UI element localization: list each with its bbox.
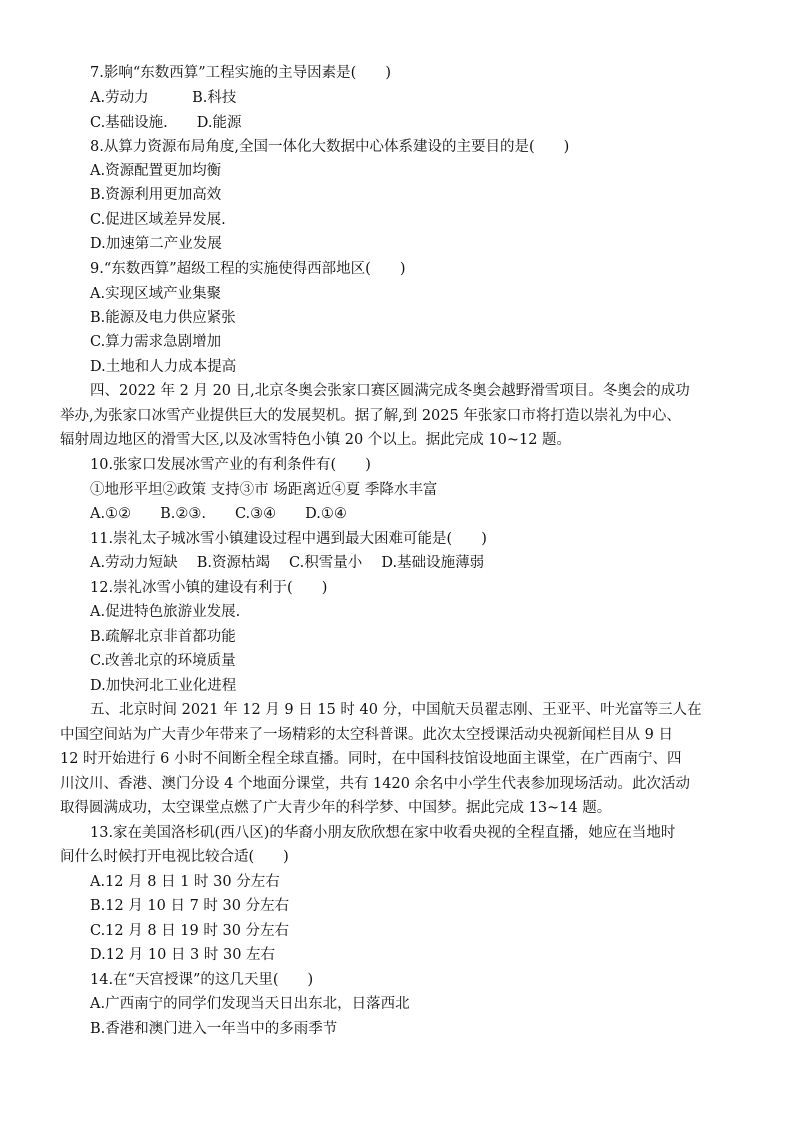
question-12-option-d: D.加快河北工业化进程 <box>90 678 237 694</box>
section-5-paragraph-line: 12 时开始进行 6 小时不间断全程全球直播。同时，在中国科技馆设地面主课堂，在广西南宁、四 <box>60 751 682 767</box>
question-12-stem: 12.崇礼冰雪小镇的建设有利于( ) <box>90 580 328 596</box>
question-11-options: A.劳动力短缺 B.资源枯竭 C.积雪量小 D.基础设施薄弱 <box>90 555 485 571</box>
section-4-paragraph-line: 辐射周边地区的滑雪大区,以及冰雪特色小镇 20 个以上。据此完成 10~12 题。 <box>60 432 572 448</box>
question-8-option-c: C.促进区域差异发展. <box>90 212 226 228</box>
question-12-option-c: C.改善北京的环境质量 <box>90 653 236 669</box>
section-5-paragraph-line: 川汶川、香港、澳门分设 4 个地面分课堂，共有 1420 余名中小学生代表参加现场活动。此次活动 <box>60 776 691 792</box>
question-11-stem: 11.崇礼太子城冰雪小镇建设过程中遇到最大困难可能是( ) <box>90 531 487 547</box>
question-8-stem: 8.从算力资源布局角度,全国一体化大数据中心体系建设的主要目的是( ) <box>90 139 570 155</box>
question-10-conditions: ①地形平坦②政策 支持③市 场距离近④夏 季降水丰富 <box>90 482 438 498</box>
section-5-paragraph-line: 中国空间站为广大青少年带来了一场精彩的太空科普课。此次太空授课活动央视新闻栏目从 9 日 <box>60 727 673 743</box>
question-10-stem: 10.张家口发展冰雪产业的有利条件有( ) <box>90 457 371 473</box>
question-7-stem: 7.影响“东数西算”工程实施的主导因素是( ) <box>90 65 391 81</box>
question-14-option-b: B.香港和澳门进入一年当中的多雨季节 <box>90 1021 338 1037</box>
question-13-option-d: D.12 月 10 日 3 时 30 左右 <box>90 947 276 963</box>
question-14-stem: 14.在“天宫授课”的这几天里( ) <box>90 972 314 988</box>
question-9-option-d: D.土地和人力成本提高 <box>90 359 237 375</box>
question-13-option-c: C.12 月 8 日 19 时 30 分左右 <box>90 923 290 939</box>
question-10-options: A.①② B.②③. C.③④ D.①④ <box>90 506 347 522</box>
section-4-paragraph-line: 四、2022 年 2 月 20 日,北京冬奥会张家口赛区圆满完成冬奥会越野滑雪项目。冬奥会的成功 <box>90 383 690 399</box>
question-14-option-a: A.广西南宁的同学们发现当天日出东北，日落西北 <box>90 996 410 1012</box>
question-9-stem: 9.“东数西算”超级工程的实施使得西部地区( ) <box>90 261 406 277</box>
section-5-paragraph-line: 五、北京时间 2021 年 12 月 9 日 15 时 40 分，中国航天员翟志刚、王亚平、叶光富等三人在 <box>90 702 702 718</box>
question-8-option-a: A.资源配置更加均衡 <box>90 163 222 179</box>
question-8-option-b: B.资源利用更加高效 <box>90 187 222 203</box>
question-8-option-d: D.加速第二产业发展 <box>90 236 222 252</box>
question-9-option-b: B.能源及电力供应紧张 <box>90 310 236 326</box>
section-4-paragraph-line: 举办,为张家口冰雪产业提供巨大的发展契机。据了解,到 2025 年张家口市将打造以崇礼为中心、 <box>60 408 681 424</box>
question-13-stem: 13.家在美国洛杉矶(西八区)的华裔小朋友欣欣想在家中收看央视的全程直播，她应在当地时 <box>90 825 676 841</box>
question-13-option-b: B.12 月 10 日 7 时 30 分左右 <box>90 898 290 914</box>
question-13-stem-continued: 间什么时候打开电视比较合适( ) <box>60 849 289 865</box>
question-12-option-a: A.促进特色旅游业发展. <box>90 604 241 620</box>
question-7-options-cd: C.基础设施. D.能源 <box>90 115 242 131</box>
question-13-option-a: A.12 月 8 日 1 时 30 分左右 <box>90 874 280 890</box>
question-9-option-a: A.实现区域产业集聚 <box>90 286 222 302</box>
question-7-options-ab: A.劳动力 B.科技 <box>90 90 237 106</box>
question-12-option-b: B.疏解北京非首都功能 <box>90 629 236 645</box>
section-5-paragraph-line: 取得圆满成功，太空课堂点燃了广大青少年的科学梦、中国梦。据此完成 13~14 题。 <box>60 800 612 816</box>
question-9-option-c: C.算力需求急剧增加 <box>90 334 222 350</box>
